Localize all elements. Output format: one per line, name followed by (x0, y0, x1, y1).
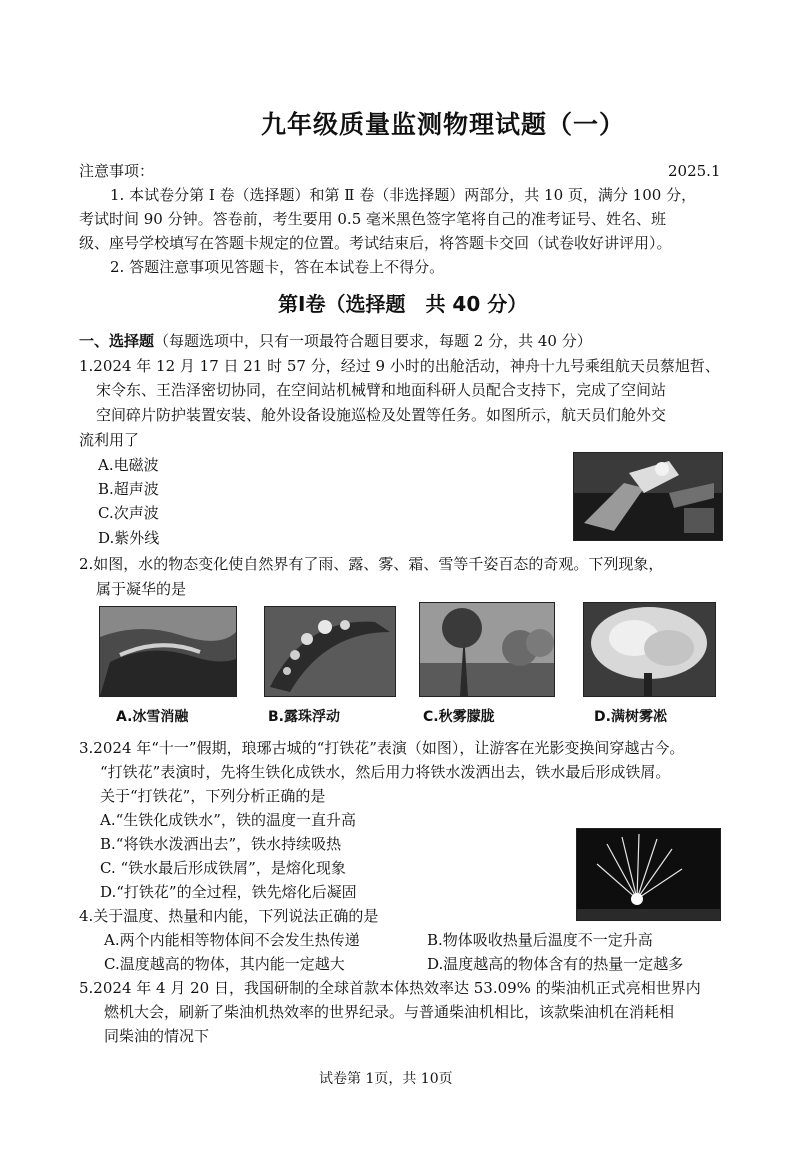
notice-heading: 注意事项： (79, 162, 155, 180)
q2-line-1: 2.如图，水的物态变化使自然界有了雨、露、雾、霜、雪等千姿百态的奇观。下列现象， (79, 555, 664, 573)
q3-option-a: A.“生铁化成铁水”，铁的温度一直升高 (100, 811, 356, 829)
rime-tree-photo (583, 602, 716, 697)
q4-option-d: D.温度越高的物体含有的热量一定越多 (427, 955, 684, 973)
dew-drops-photo (264, 606, 396, 697)
ice-melting-photo (99, 606, 237, 697)
q4-option-a: A.两个内能相等物体间不会发生热传递 (104, 931, 360, 949)
q5-line-1: 5.2024 年 4 月 20 日，我国研制的全球首款本体热效率达 53.09% 的柴油机正式亮相世界内 (79, 979, 701, 997)
q4-option-c: C.温度越高的物体，其内能一定越大 (104, 955, 345, 973)
page-footer: 试卷第 1页，共 10页 (319, 1071, 453, 1087)
part-heading: 一、选择题 (79, 332, 155, 350)
notice-line-4: 2. 答题注意事项见答题卡，答在本试卷上不得分。 (110, 258, 445, 276)
q5-line-2: 燃机大会，刷新了柴油机热效率的世界纪录。与普通柴油机相比，该款柴油机在消耗相 (104, 1003, 675, 1021)
q3-line-2: “打铁花”表演时，先将生铁化成铁水，然后用力将铁水泼洒出去，铁水最后形成铁屑。 (100, 763, 671, 781)
notice-line-3: 级、座号学校填写在答题卡规定的位置。考试结束后，将答题卡交回（试卷收好讲评用）。 (79, 234, 672, 252)
astronaut-photo (573, 452, 723, 541)
q1-line-2: 宋令东、王浩泽密切协同，在空间站机械臂和地面科研人员配合支持下，完成了空间站 (96, 381, 667, 399)
section-title: 第Ⅰ卷（选择题 共 40 分） (278, 292, 528, 316)
exam-date: 2025.1 (668, 162, 721, 180)
q2-caption-c: C.秋雾朦胧 (423, 709, 495, 725)
notice-line-2: 考试时间 90 分钟。答卷前，考生要用 0.5 毫米黑色签字笔将自己的准考证号、姓名、班 (79, 210, 667, 228)
q5-line-3: 同柴油的情况下 (104, 1027, 210, 1045)
q4-stem: 4.关于温度、热量和内能，下列说法正确的是 (79, 907, 379, 925)
q1-line-1: 1.2024 年 12 月 17 日 21 时 57 分，经过 9 小时的出舱活动，神舟十九号乘组航天员蔡旭哲、 (79, 357, 720, 375)
part-rule: （每题选项中，只有一项最符合题目要求，每题 2 分，共 40 分） (154, 332, 592, 350)
q3-option-c: C. “铁水最后形成铁屑”，是熔化现象 (100, 859, 346, 877)
q2-line-2: 属于凝华的是 (96, 580, 187, 598)
iron-flower-photo (576, 828, 721, 921)
q4-option-b: B.物体吸收热量后温度不一定升高 (427, 931, 653, 949)
part-heading-row (79, 330, 592, 352)
q1-option-c: C.次声波 (98, 504, 159, 522)
autumn-fog-photo (419, 602, 555, 697)
q3-line-3: 关于“打铁花”，下列分析正确的是 (100, 787, 326, 805)
q1-option-b: B.超声波 (98, 480, 159, 498)
q3-option-b: B.“将铁水泼洒出去”，铁水持续吸热 (100, 835, 342, 853)
q1-option-d: D.紫外线 (98, 529, 160, 547)
q2-caption-d: D.满树雾凇 (594, 709, 667, 725)
q3-line-1: 3.2024 年“十一”假期，琅琊古城的“打铁花”表演（如图），让游客在光影变换间穿越古今。 (79, 739, 685, 757)
q1-line-4: 流利用了 (79, 431, 140, 449)
page-title: 九年级质量监测物理试题（一） (261, 110, 626, 139)
q2-caption-b: B.露珠浮动 (268, 709, 340, 725)
q1-line-3: 空间碎片防护装置安装、舱外设备设施巡检及处置等任务。如图所示，航天员们舱外交 (96, 406, 667, 424)
notice-line-1: 1. 本试卷分第 Ⅰ 卷（选择题）和第 Ⅱ 卷（非选择题）两部分，共 10 页，满分 100 分， (110, 186, 697, 204)
q1-option-a: A.电磁波 (98, 456, 159, 474)
q2-caption-a: A.冰雪消融 (116, 709, 189, 725)
q3-option-d: D.“打铁花”的全过程，铁先熔化后凝固 (100, 883, 357, 901)
